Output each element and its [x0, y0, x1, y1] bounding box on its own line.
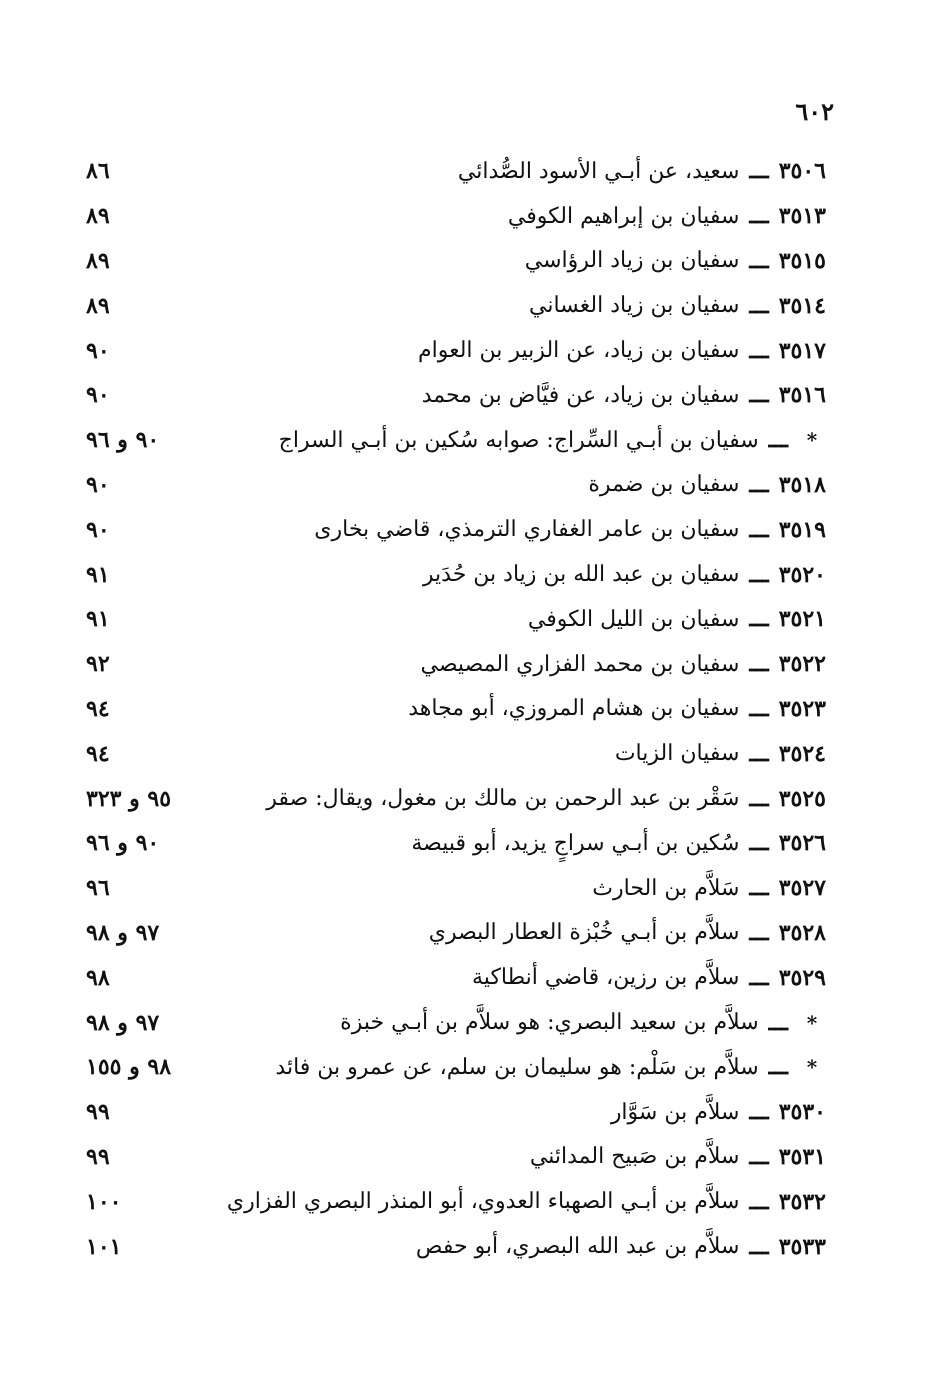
entry-text	[340, 1010, 826, 1036]
entry-name: سفيان بن زياد، عن الزبير بن العوام	[418, 338, 740, 364]
entry-dash: ـــ	[749, 203, 769, 230]
entry-name: سفيان بن هشام المروزي، أبو مجاهد	[408, 696, 740, 722]
entry-number: ٣٥٢٨	[778, 919, 826, 946]
index-entry	[86, 1090, 826, 1135]
entry-text	[314, 517, 826, 543]
entry-name: سعيد، عن أبـي الأسود الصُّدائي	[457, 158, 740, 184]
index-entry	[86, 866, 826, 911]
index-entry-list	[86, 149, 826, 1269]
index-entry	[86, 1179, 826, 1224]
entry-name: سَقْر بن عبد الرحمن بن مالك بن مغول، ويقال: صقر	[266, 786, 740, 812]
entry-name: سفيان بن زياد، عن فيَّاض بن محمد	[421, 382, 740, 408]
entry-page-reference: ٩٨ و ١٥٥	[86, 1054, 172, 1081]
entry-page-reference: ٩٠	[86, 471, 110, 498]
index-entry	[86, 1135, 826, 1180]
entry-name: سفيان بن إبراهيم الكوفي	[507, 203, 740, 229]
entry-name: سلاَّم بن أبـي خُبْزة العطار البصري	[428, 920, 740, 946]
entry-name: سلاَّم بن أبـي الصهباء العدوي، أبو المنذر البصري الفزاري	[226, 1189, 740, 1215]
entry-page-reference: ٩٧ و ٩٨	[86, 919, 160, 946]
entry-page-reference: ١٠١	[86, 1233, 122, 1260]
index-entry	[86, 955, 826, 1000]
entry-text	[411, 830, 826, 856]
entry-dash: ـــ	[749, 1143, 769, 1170]
entry-number: ٣٥٢٢	[778, 651, 826, 678]
index-entry	[86, 642, 826, 687]
entry-page-reference: ٩٨	[86, 964, 110, 991]
index-entry	[86, 552, 826, 597]
page-number: ٦٠٢	[795, 97, 834, 126]
entry-dash: ـــ	[749, 516, 769, 543]
entry-text	[275, 1054, 826, 1080]
entry-dash: ـــ	[749, 1188, 769, 1215]
entry-dash: ـــ	[749, 247, 769, 274]
entry-dash: ـــ	[749, 158, 769, 185]
index-entry	[86, 507, 826, 552]
entry-name: سلاَّم بن عبد الله البصري، أبو حفص	[415, 1234, 740, 1260]
entry-number: ٣٥١٤	[778, 292, 826, 319]
entry-page-reference: ١٠٠	[86, 1188, 122, 1215]
entry-dash: ـــ	[768, 1009, 788, 1036]
entry-text	[416, 1234, 826, 1260]
entry-name: سفيان بن زياد الغساني	[529, 293, 740, 319]
entry-page-reference: ٩٠	[86, 382, 110, 409]
entry-name: سلاَّم بن سَلْم: هو سليمان بن سلم، عن عمرو بن فائد	[275, 1054, 759, 1080]
entry-text	[525, 248, 826, 274]
entry-number: ٣٥١٧	[778, 337, 826, 364]
entry-page-reference: ٨٩	[86, 247, 110, 274]
entry-dash: ـــ	[749, 830, 769, 857]
entry-number: ٣٥٢٣	[778, 695, 826, 722]
entry-name: سفيان بن عامر الغفاري الترمذي، قاضي بخارى	[314, 517, 740, 543]
entry-page-reference: ٩٠	[86, 516, 110, 543]
index-entry	[86, 911, 826, 956]
entry-dash: ـــ	[749, 471, 769, 498]
entry-page-reference: ٨٩	[86, 292, 110, 319]
index-entry	[86, 597, 826, 642]
entry-text	[508, 203, 826, 229]
entry-page-reference: ٩١	[86, 606, 110, 633]
entry-page-reference: ٩٩	[86, 1099, 110, 1126]
entry-text	[421, 651, 826, 677]
index-entry	[86, 149, 826, 194]
entry-number: ٣٥٢٥	[778, 785, 826, 812]
entry-name: سفيان بن عبد الله بن زياد بن حُدَير	[422, 562, 740, 588]
entry-dash: ـــ	[749, 695, 769, 722]
index-entry	[86, 1224, 826, 1269]
entry-number: ٣٥٣٣	[778, 1233, 826, 1260]
entry-text	[418, 338, 826, 364]
entry-name: سفيان بن ضمرة	[588, 472, 740, 498]
index-entry	[86, 776, 826, 821]
entry-name: سلاَّم بن رزين، قاضي أنطاكية	[472, 965, 740, 991]
entry-dash: ـــ	[749, 919, 769, 946]
entry-page-reference: ٩٤	[86, 740, 110, 767]
entry-dash: ـــ	[749, 740, 769, 767]
entry-text	[592, 875, 826, 901]
entry-page-reference: ٩٩	[86, 1143, 110, 1170]
entry-page-reference: ٩٠	[86, 337, 110, 364]
entry-number: ٣٥٣١	[778, 1143, 826, 1170]
index-entry	[86, 328, 826, 373]
entry-text	[422, 382, 826, 408]
entry-page-reference: ٨٩	[86, 203, 110, 230]
entry-page-reference: ٨٦	[86, 158, 110, 185]
entry-dash: ـــ	[749, 651, 769, 678]
entry-number: ٣٥١٥	[778, 247, 826, 274]
entry-text	[423, 562, 826, 588]
entry-number: ٣٥١٨	[778, 471, 826, 498]
entry-number: ٣٥١٩	[778, 516, 826, 543]
entry-dash: ـــ	[749, 292, 769, 319]
index-entry	[86, 821, 826, 866]
entry-number: ٣٥١٣	[778, 203, 826, 230]
entry-text	[528, 606, 826, 632]
entry-number: ٣٥٢١	[778, 606, 826, 633]
entry-text	[611, 1099, 826, 1125]
entry-dash: ـــ	[749, 964, 769, 991]
entry-name: سلاَّم بن صَبيح المدائني	[529, 1144, 740, 1170]
entry-text	[588, 472, 826, 498]
entry-name: سفيان بن زياد الرؤاسي	[524, 248, 740, 274]
entry-name: سلاَّم بن سَوَّار	[610, 1099, 740, 1125]
entry-text	[529, 293, 826, 319]
entry-number: ٣٥٣٠	[778, 1099, 826, 1126]
entry-number: ٣٥٢٦	[778, 830, 826, 857]
entry-page-reference: ٩٠ و ٩٦	[86, 427, 160, 454]
entry-page-reference: ٩٥ و ٣٢٣	[86, 785, 172, 812]
entry-page-reference: ٩٢	[86, 651, 110, 678]
index-entry	[86, 1045, 826, 1090]
index-entry	[86, 194, 826, 239]
entry-text	[227, 1189, 826, 1215]
entry-name: سَلاَّم بن الحارث	[592, 875, 740, 901]
index-entry	[86, 463, 826, 508]
entry-dash: ـــ	[749, 382, 769, 409]
entry-dash: ـــ	[749, 606, 769, 633]
entry-text	[458, 158, 826, 184]
index-entry	[86, 1000, 826, 1045]
entry-text	[615, 741, 826, 767]
entry-page-reference: ٩٦	[86, 875, 110, 902]
entry-dash: ـــ	[749, 561, 769, 588]
entry-page-reference: ٩٠ و ٩٦	[86, 830, 160, 857]
entry-dash: ـــ	[768, 1054, 788, 1081]
entry-number: ٣٥٣٢	[778, 1188, 826, 1215]
entry-dash: ـــ	[749, 1233, 769, 1260]
entry-text	[530, 1144, 826, 1170]
index-entry	[86, 687, 826, 732]
entry-page-reference: ٩٤	[86, 695, 110, 722]
entry-page-reference: ٩١	[86, 561, 110, 588]
entry-number: ٣٥٢٧	[778, 875, 826, 902]
entry-asterisk: *	[806, 1055, 818, 1080]
index-entry	[86, 731, 826, 776]
entry-dash: ـــ	[768, 427, 788, 454]
entry-text	[472, 965, 826, 991]
entry-page-reference: ٩٧ و ٩٨	[86, 1009, 160, 1036]
entry-number: ٣٥٢٤	[778, 740, 826, 767]
entry-number: ٣٥٠٦	[778, 158, 826, 185]
entry-asterisk: *	[806, 428, 818, 453]
entry-dash: ـــ	[749, 1099, 769, 1126]
entry-text	[408, 696, 826, 722]
entry-dash: ـــ	[749, 875, 769, 902]
index-entry	[86, 283, 826, 328]
index-entry	[86, 373, 826, 418]
entry-asterisk: *	[806, 1010, 818, 1035]
entry-name: سفيان بن محمد الفزاري المصيصي	[420, 651, 740, 677]
entry-number: ٣٥٢٩	[778, 964, 826, 991]
index-entry	[86, 239, 826, 284]
entry-name: سفيان الزيات	[614, 741, 740, 767]
entry-dash: ـــ	[749, 337, 769, 364]
entry-text	[429, 920, 826, 946]
entry-dash: ـــ	[749, 785, 769, 812]
entry-name: سلاَّم بن سعيد البصري: هو سلاَّم بن أبـي خبزة	[340, 1010, 759, 1036]
index-entry	[86, 418, 826, 463]
entry-number: ٣٥٢٠	[778, 561, 826, 588]
entry-text	[266, 786, 826, 812]
entry-name: سفيان بن أبـي السِّراج: صوابه سُكين بن أبـي السراج	[278, 427, 759, 453]
entry-name: سُكين بن أبـي سراجٍ يزيد، أبو قبيصة	[411, 830, 740, 856]
entry-text	[279, 427, 826, 453]
entry-name: سفيان بن الليل الكوفي	[527, 606, 740, 632]
entry-number: ٣٥١٦	[778, 382, 826, 409]
